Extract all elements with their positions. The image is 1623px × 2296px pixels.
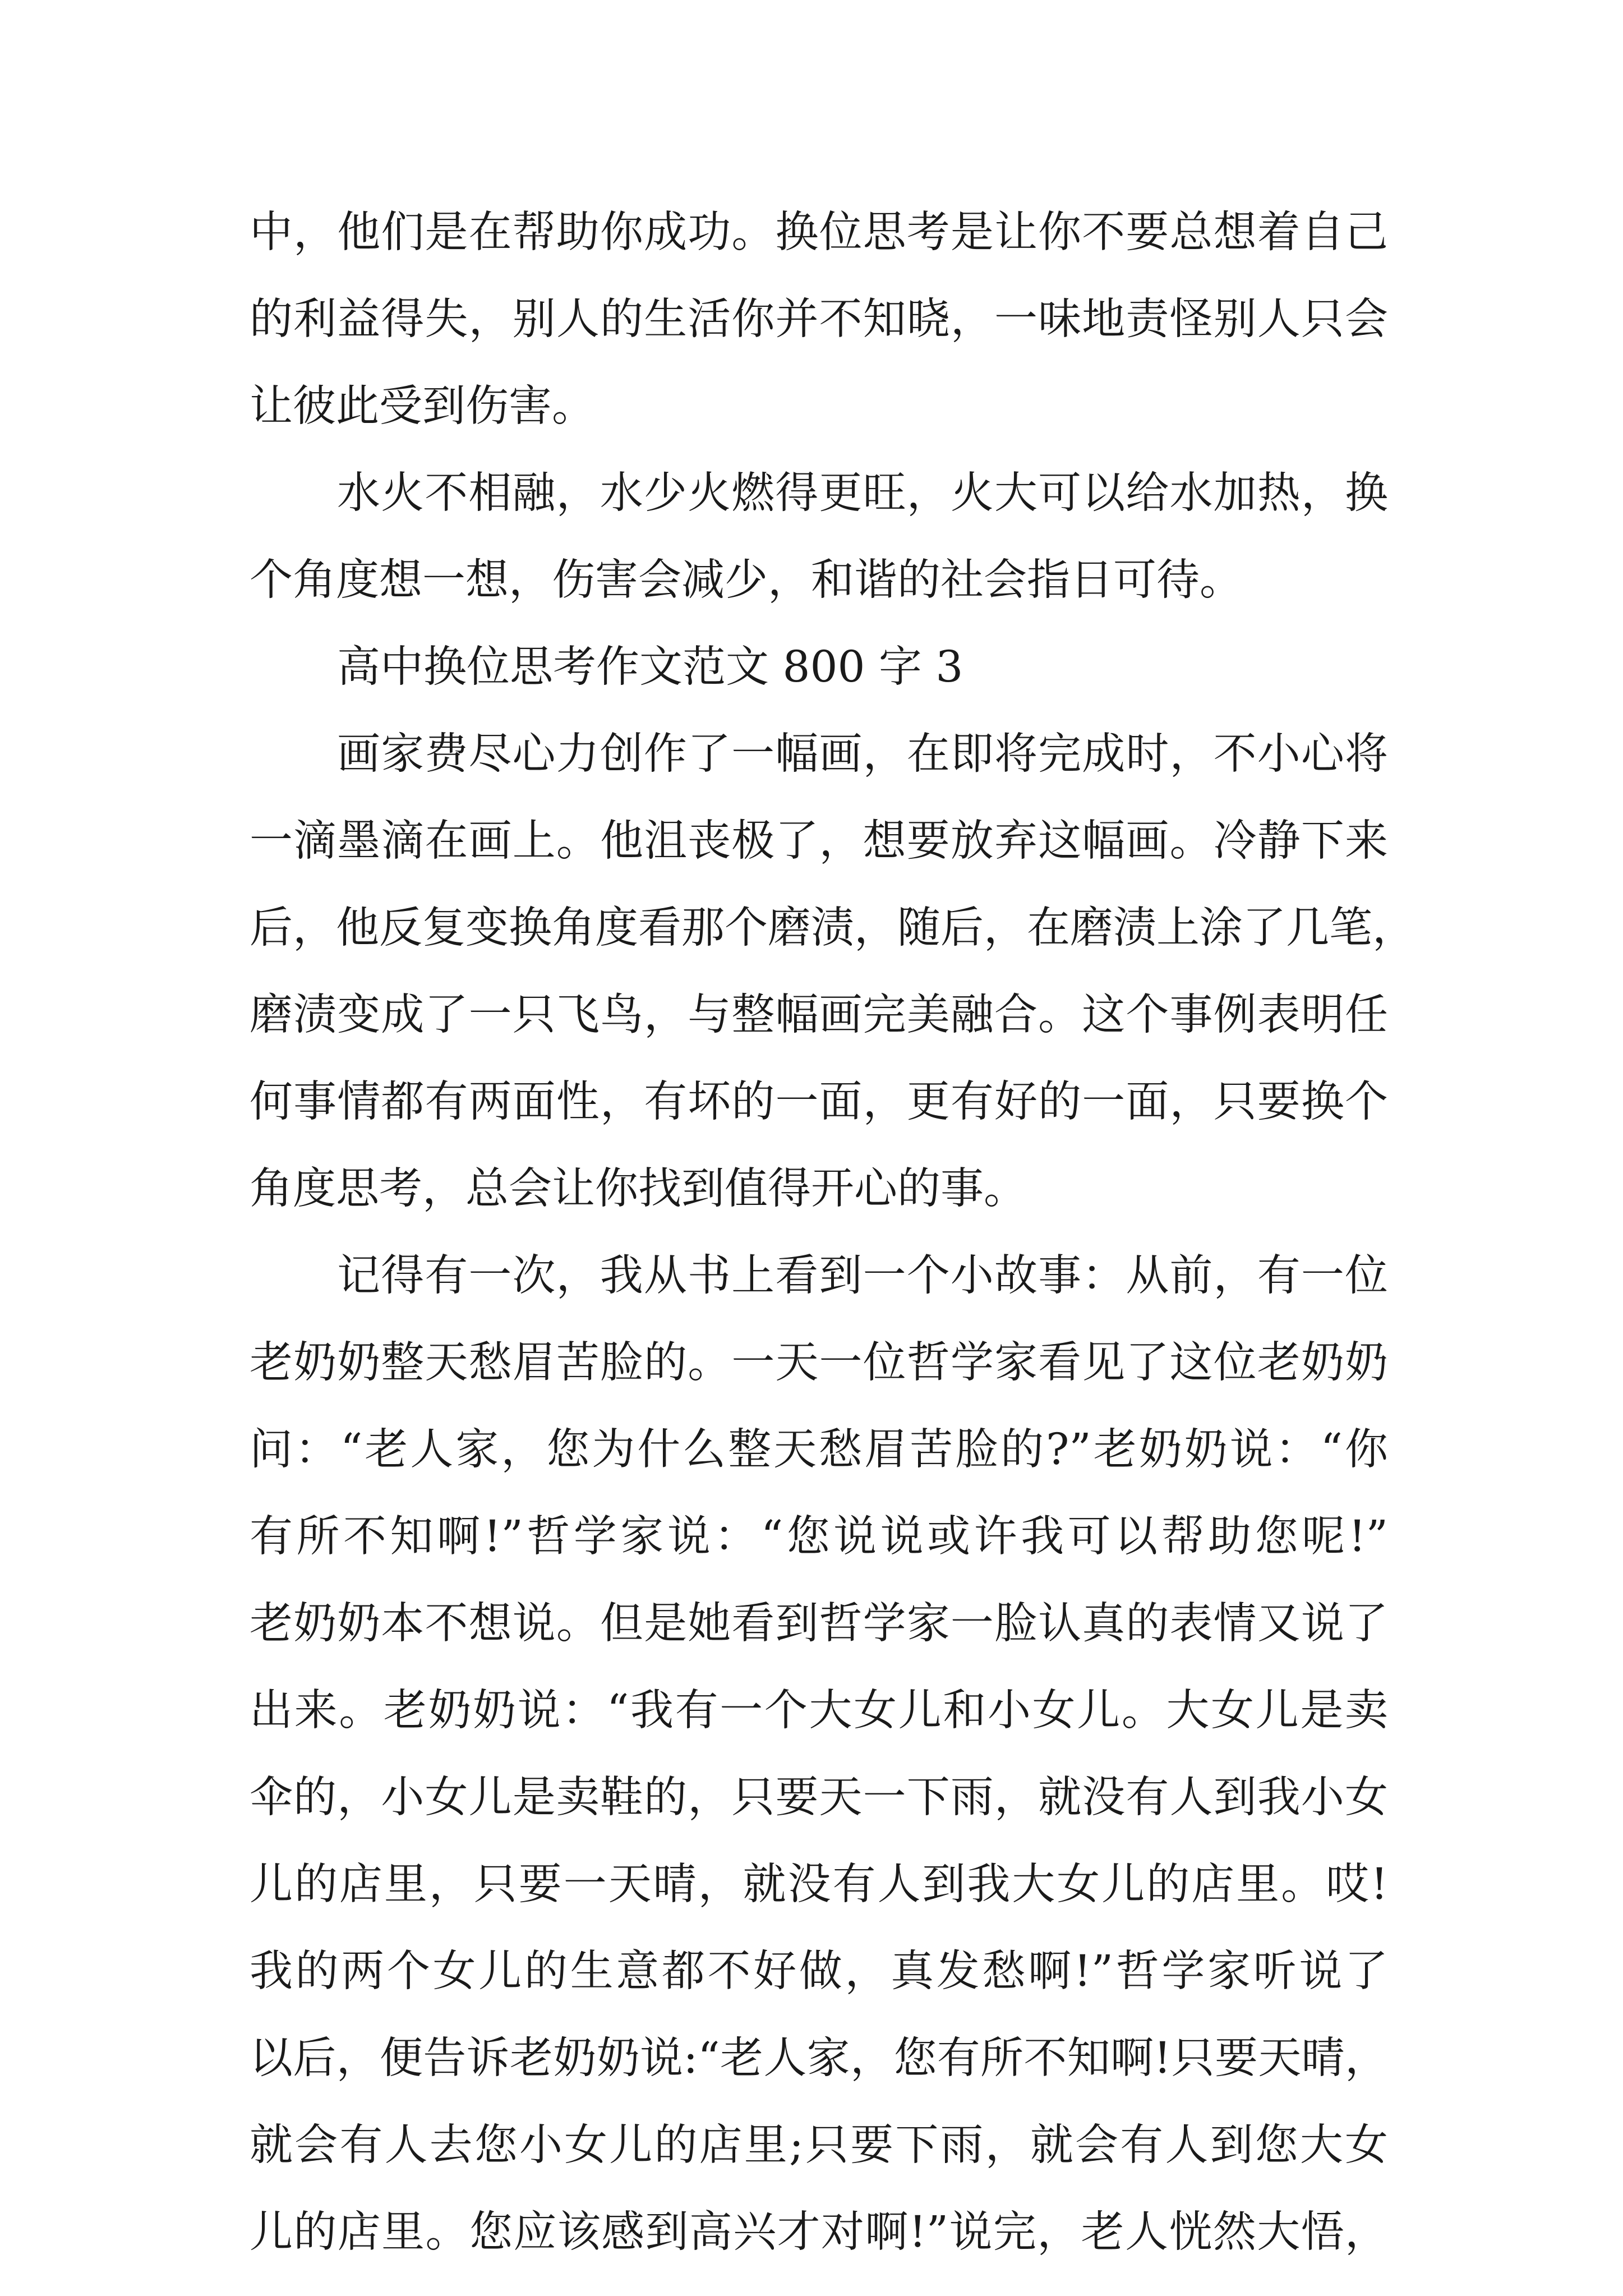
text-line: 何事情都有两面性，有坏的一面，更有好的一面，只要换个 bbox=[250, 1077, 1388, 1127]
text-line: 记得有一次，我从书上看到一个小故事：从前，有一位 bbox=[337, 1251, 1388, 1301]
text-line: 有所不知啊!”哲学家说：“您说说或许我可以帮助您呢!” bbox=[250, 1512, 1388, 1562]
text-line: 个角度想一想，伤害会减少，和谐的社会指日可待。 bbox=[250, 555, 1243, 605]
text-line: 问：“老人家，您为什么整天愁眉苦脸的?”老奶奶说：“你 bbox=[250, 1425, 1388, 1475]
text-line: 水火不相融，水少火燃得更旺，火大可以给水加热，换 bbox=[337, 468, 1388, 518]
text-line: 角度思考，总会让你找到值得开心的事。 bbox=[250, 1164, 1027, 1214]
text-line: 伞的，小女儿是卖鞋的，只要天一下雨，就没有人到我小女 bbox=[250, 1773, 1388, 1823]
text-line: 以后，便告诉老奶奶说:“老人家，您有所不知啊!只要天晴， bbox=[250, 2033, 1388, 2083]
text-line: 中，他们是在帮助你成功。换位思考是让你不要总想着自己 bbox=[250, 208, 1388, 257]
text-line: 儿的店里，只要一天晴，就没有人到我大女儿的店里。哎! bbox=[250, 1860, 1388, 1910]
text-line: 儿的店里。您应该感到高兴才对啊!”说完，老人恍然大悟， bbox=[250, 2207, 1388, 2257]
text-line: 我的两个女儿的生意都不好做，真发愁啊!”哲学家听说了 bbox=[250, 1947, 1388, 1996]
section-heading: 高中换位思考作文范文 800 字 3 bbox=[337, 642, 963, 692]
text-line: 的利益得失，别人的生活你并不知晓，一味地责怪别人只会 bbox=[250, 295, 1388, 344]
text-line: 就会有人去您小女儿的店里;只要下雨，就会有人到您大女 bbox=[250, 2120, 1388, 2170]
text-line: 出来。老奶奶说：“我有一个大女儿和小女儿。大女儿是卖 bbox=[250, 1686, 1388, 1736]
text-line: 磨渍变成了一只飞鸟，与整幅画完美融合。这个事例表明任 bbox=[250, 990, 1388, 1040]
text-line: 老奶奶本不想说。但是她看到哲学家一脸认真的表情又说了 bbox=[250, 1599, 1388, 1649]
text-line: 一滴墨滴在画上。他沮丧极了，想要放弃这幅画。冷静下来 bbox=[250, 816, 1388, 866]
text-line: 后，他反复变换角度看那个磨渍，随后，在磨渍上涂了几笔， bbox=[250, 903, 1415, 953]
text-line: 让彼此受到伤害。 bbox=[250, 381, 595, 431]
text-line: 画家费尽心力创作了一幅画，在即将完成时，不小心将 bbox=[337, 729, 1388, 779]
text-line: 老奶奶整天愁眉苦脸的。一天一位哲学家看见了这位老奶奶 bbox=[250, 1338, 1388, 1388]
